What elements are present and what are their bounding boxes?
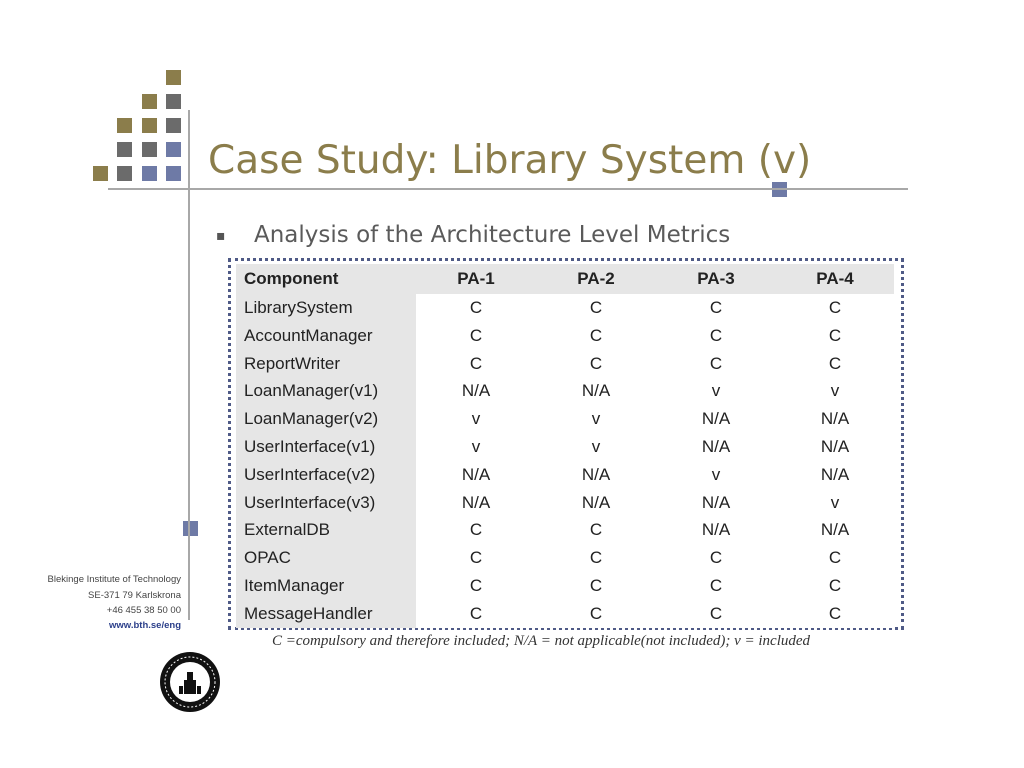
table-row bbox=[236, 294, 894, 322]
metric-cell: v bbox=[416, 405, 536, 433]
component-name-cell: ExternalDB bbox=[236, 516, 416, 544]
metric-cell: N/A bbox=[536, 377, 656, 405]
column-header: PA-2 bbox=[536, 264, 656, 294]
deco-square bbox=[166, 70, 181, 85]
metric-cell: C bbox=[776, 544, 894, 572]
metric-cell: N/A bbox=[416, 461, 536, 489]
metric-cell: C bbox=[656, 572, 776, 600]
metric-cell: C bbox=[776, 350, 894, 378]
deco-square bbox=[117, 142, 132, 157]
footer-phone: +46 455 38 50 00 bbox=[106, 605, 181, 616]
metric-cell: N/A bbox=[656, 405, 776, 433]
metric-cell: N/A bbox=[776, 405, 894, 433]
footer-website-link[interactable]: www.bth.se/eng bbox=[109, 620, 181, 631]
deco-square bbox=[183, 521, 198, 536]
table-row bbox=[236, 461, 894, 489]
metric-cell: C bbox=[416, 600, 536, 628]
metric-cell: C bbox=[536, 572, 656, 600]
table-header-row bbox=[236, 264, 894, 294]
component-name-cell: UserInterface(v1) bbox=[236, 433, 416, 461]
metric-cell: C bbox=[416, 572, 536, 600]
component-name-cell: UserInterface(v2) bbox=[236, 461, 416, 489]
metric-cell: C bbox=[656, 322, 776, 350]
metric-cell: N/A bbox=[776, 433, 894, 461]
table-legend: C =compulsory and therefore included; N/A = not applicable(not included); v = included bbox=[272, 633, 811, 649]
component-name-cell: UserInterface(v3) bbox=[236, 489, 416, 517]
deco-square bbox=[166, 166, 181, 181]
horizontal-divider bbox=[108, 188, 908, 190]
metric-cell: C bbox=[416, 322, 536, 350]
component-name-cell: OPAC bbox=[236, 544, 416, 572]
metric-cell: N/A bbox=[656, 433, 776, 461]
deco-square bbox=[142, 94, 157, 109]
metric-cell: C bbox=[536, 322, 656, 350]
component-name-cell: LoanManager(v1) bbox=[236, 377, 416, 405]
table-row bbox=[236, 405, 894, 433]
metric-cell: N/A bbox=[656, 516, 776, 544]
metric-cell: v bbox=[416, 433, 536, 461]
component-name-cell: LoanManager(v2) bbox=[236, 405, 416, 433]
deco-square bbox=[166, 94, 181, 109]
metric-cell: N/A bbox=[536, 489, 656, 517]
metric-cell: N/A bbox=[416, 377, 536, 405]
deco-square bbox=[166, 118, 181, 133]
metric-cell: C bbox=[536, 516, 656, 544]
column-header: Component bbox=[236, 264, 416, 294]
table-row bbox=[236, 433, 894, 461]
deco-square bbox=[142, 118, 157, 133]
component-name-cell: AccountManager bbox=[236, 322, 416, 350]
table-row bbox=[236, 489, 894, 517]
metric-cell: C bbox=[416, 350, 536, 378]
metric-cell: v bbox=[776, 377, 894, 405]
metric-cell: C bbox=[656, 294, 776, 322]
bullet-text: Analysis of the Architecture Level Metrics bbox=[254, 222, 731, 248]
table-row bbox=[236, 600, 894, 628]
table-row bbox=[236, 572, 894, 600]
metric-cell: C bbox=[536, 600, 656, 628]
metric-cell: C bbox=[536, 294, 656, 322]
slide-title: Case Study: Library System (v) bbox=[208, 138, 812, 183]
metric-cell: C bbox=[416, 544, 536, 572]
metric-cell: N/A bbox=[656, 489, 776, 517]
component-name-cell: LibrarySystem bbox=[236, 294, 416, 322]
metric-cell: N/A bbox=[416, 489, 536, 517]
deco-square bbox=[117, 166, 132, 181]
metric-cell: v bbox=[656, 377, 776, 405]
metric-cell: C bbox=[536, 544, 656, 572]
table-row bbox=[236, 322, 894, 350]
metric-cell: N/A bbox=[776, 516, 894, 544]
metric-cell: v bbox=[776, 489, 894, 517]
table-row bbox=[236, 377, 894, 405]
metric-cell: C bbox=[776, 322, 894, 350]
metric-cell: C bbox=[536, 350, 656, 378]
footer-institute: Blekinge Institute of Technology bbox=[47, 574, 181, 585]
column-header: PA-3 bbox=[656, 264, 776, 294]
component-name-cell: MessageHandler bbox=[236, 600, 416, 628]
deco-square bbox=[142, 142, 157, 157]
table-row bbox=[236, 516, 894, 544]
metrics-table bbox=[236, 264, 894, 628]
component-name-cell: ReportWriter bbox=[236, 350, 416, 378]
column-header: PA-4 bbox=[776, 264, 894, 294]
metric-cell: C bbox=[776, 600, 894, 628]
footer-address: SE-371 79 Karlskrona bbox=[88, 590, 181, 601]
metric-cell: v bbox=[536, 433, 656, 461]
deco-square bbox=[117, 118, 132, 133]
metric-cell: C bbox=[656, 350, 776, 378]
metric-cell: C bbox=[776, 294, 894, 322]
metric-cell: N/A bbox=[776, 461, 894, 489]
metric-cell: C bbox=[416, 516, 536, 544]
metric-cell: v bbox=[536, 405, 656, 433]
metric-cell: C bbox=[656, 544, 776, 572]
metric-cell: C bbox=[776, 572, 894, 600]
bth-seal-logo bbox=[158, 650, 222, 714]
table-row bbox=[236, 350, 894, 378]
metric-cell: C bbox=[416, 294, 536, 322]
deco-square bbox=[166, 142, 181, 157]
bullet-marker: ▪ bbox=[216, 228, 226, 244]
table-row bbox=[236, 544, 894, 572]
column-header: PA-1 bbox=[416, 264, 536, 294]
metric-cell: C bbox=[656, 600, 776, 628]
vertical-divider bbox=[188, 110, 190, 620]
metric-cell: v bbox=[656, 461, 776, 489]
component-name-cell: ItemManager bbox=[236, 572, 416, 600]
metric-cell: N/A bbox=[536, 461, 656, 489]
deco-square bbox=[142, 166, 157, 181]
deco-square bbox=[93, 166, 108, 181]
